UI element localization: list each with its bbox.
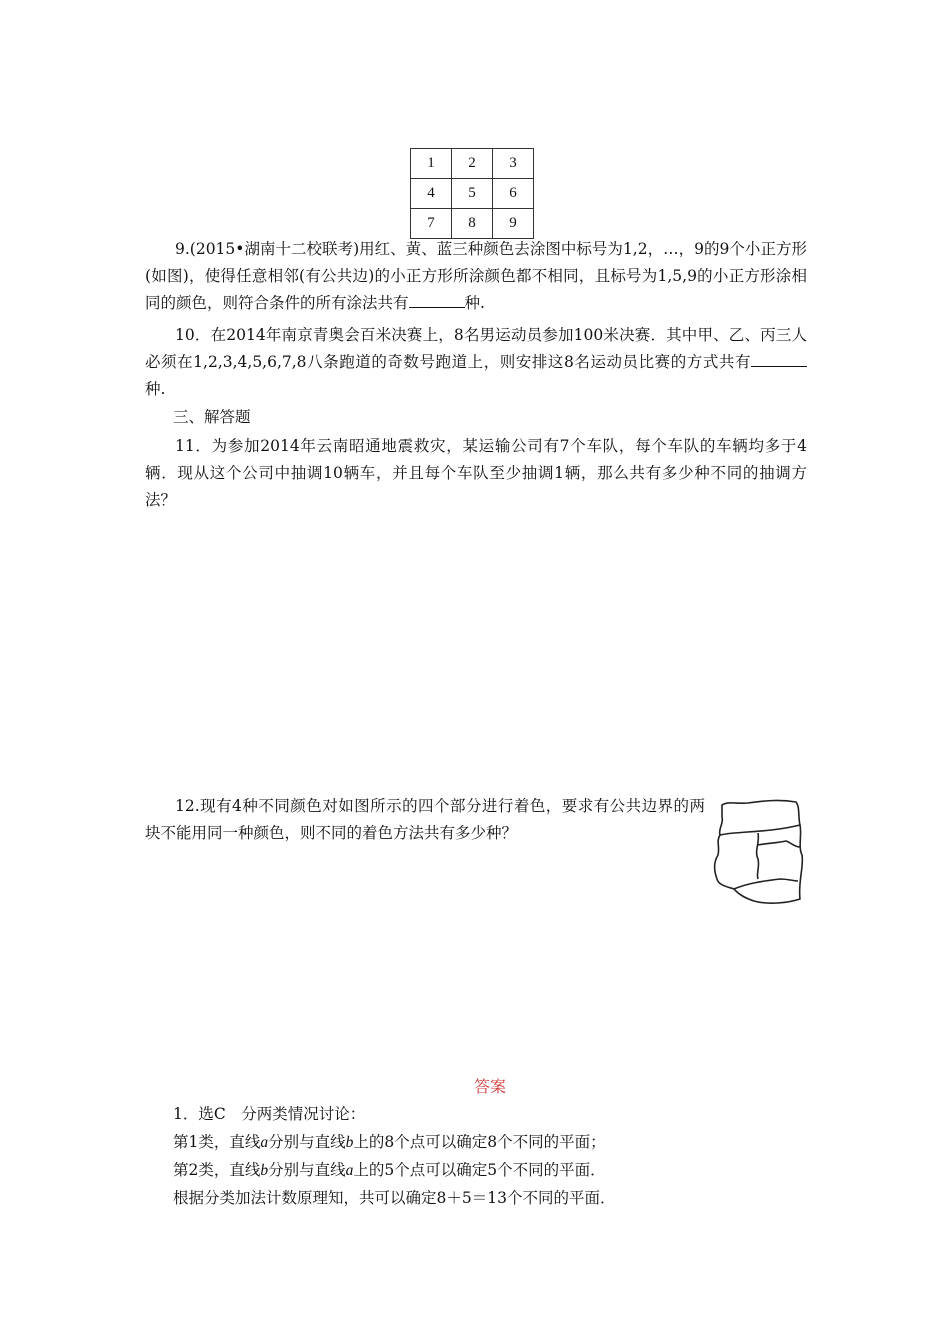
number-grid	[410, 148, 534, 239]
map-border	[734, 879, 798, 889]
map-border	[720, 825, 800, 835]
grid-cell: 6	[493, 179, 534, 209]
question-11: 11．为参加2014年云南昭通地震救灾，某运输公司有7个车队，每个车队的车辆均多于4辆．现从这个公司中抽调10辆车，并且每个车队至少抽调1辆，那么共有多少种不同的抽调方法？	[145, 437, 807, 509]
grid-cell: 4	[411, 179, 452, 209]
answer-text: 分别与直线	[268, 1133, 346, 1151]
variable: b	[345, 1134, 354, 1151]
grid-cell: 2	[452, 149, 493, 179]
question-10-text: 10．在2014年南京青奥会百米决赛上，8名男运动员参加100米决赛．其中甲、乙、丙三人必须在1,2,3,4,5,6,7,8八条跑道的奇数号跑道上，则安排这8名运动员比赛的方式共有	[145, 326, 807, 371]
answer-text: 上的8个点可以确定8个不同的平面；	[353, 1133, 606, 1151]
answer-title: 答案	[473, 1077, 506, 1096]
question-9-text: 9.(2015•湖南十二校联考)用红、黄、蓝三种颜色去涂图中标号为1,2，…，9的9个小正方形(如图)，使得任意相邻(有公共边)的小正方形所涂颜色都不相同，且标号为1,5,9的小正方形涂相同的颜色，则符合条件的所有涂法共有	[145, 240, 807, 312]
grid-cell: 7	[411, 209, 452, 239]
variable: a	[345, 1162, 354, 1179]
question-10	[145, 322, 807, 403]
grid-row	[411, 179, 534, 209]
answer-line-2	[173, 1129, 606, 1156]
answer-line-4: 根据分类加法计数原理知，共可以确定8＋5＝13个不同的平面．	[173, 1189, 616, 1207]
variable: a	[260, 1134, 269, 1151]
grid-cell: 1	[411, 149, 452, 179]
question-10-suffix: 种.	[145, 380, 166, 398]
answer-text: 第2类，直线	[173, 1161, 261, 1179]
answer-line-1: 1．选C 分两类情况讨论：	[173, 1105, 366, 1123]
grid-cell: 3	[493, 149, 534, 179]
answer-text: 第1类，直线	[173, 1133, 261, 1151]
answer-text: 上的5个点可以确定5个不同的平面．	[353, 1161, 606, 1179]
answer-blank	[409, 293, 465, 308]
variable: b	[260, 1162, 269, 1179]
answer-line-3	[173, 1157, 606, 1184]
section-heading: 三、解答题	[173, 408, 251, 426]
question-9	[145, 236, 807, 317]
four-region-map-figure	[708, 795, 808, 907]
grid-cell: 8	[452, 209, 493, 239]
grid-row	[411, 149, 534, 179]
grid-cell: 5	[452, 179, 493, 209]
question-12: 12.现有4种不同颜色对如图所示的四个部分进行着色，要求有公共边界的两块不能用同一种颜色，则不同的着色方法共有多少种？	[145, 797, 705, 842]
question-9-suffix: 种.	[464, 294, 485, 312]
map-border	[757, 833, 759, 879]
grid-cell: 9	[493, 209, 534, 239]
answer-blank	[751, 352, 807, 367]
grid-row	[411, 209, 534, 239]
answer-text: 分别与直线	[268, 1161, 346, 1179]
map-border	[758, 841, 800, 847]
map-outline	[715, 800, 803, 903]
